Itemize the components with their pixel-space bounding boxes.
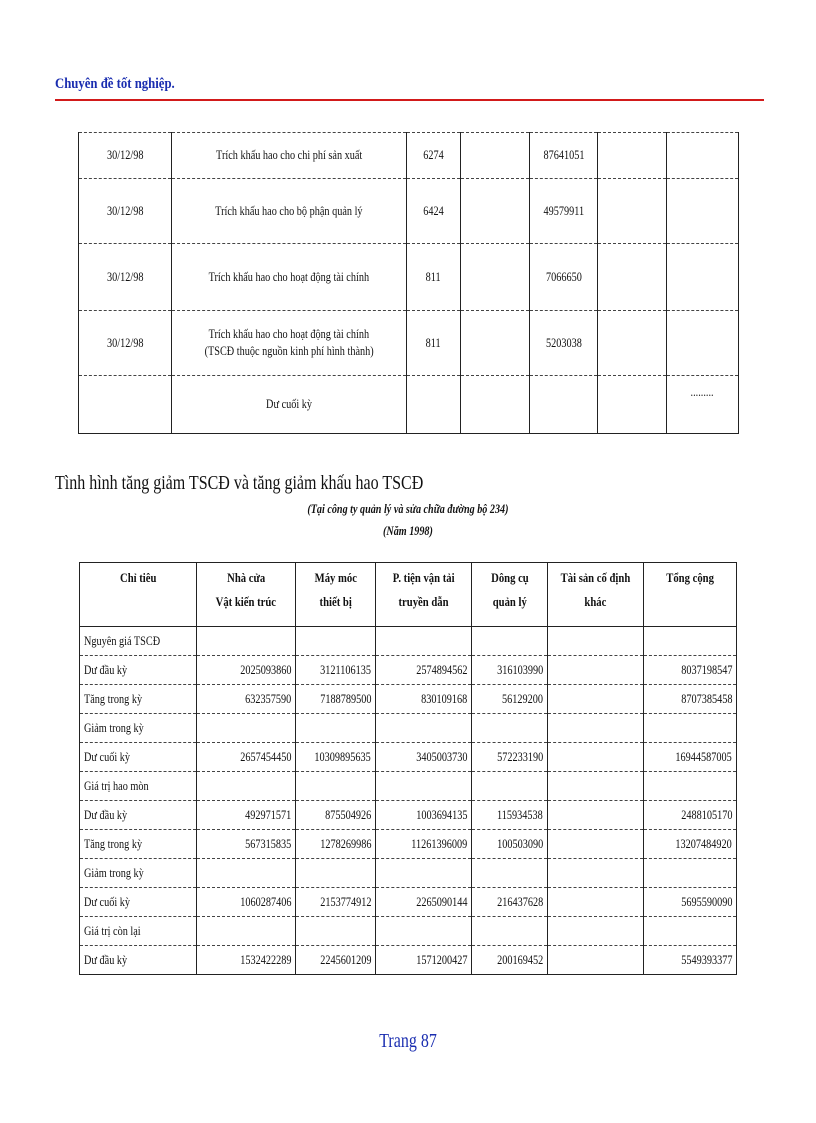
- column-header-text: Máy móc: [314, 570, 357, 585]
- column-header-text: Tổng cộng: [666, 570, 714, 585]
- value-cell: [376, 627, 472, 656]
- value-cell-text: 1532422289: [239, 952, 291, 967]
- row-label-text: Dư đầu kỳ: [84, 662, 128, 677]
- value-cell: [644, 656, 737, 685]
- column-header-text: Vật kiến trúc: [215, 594, 277, 609]
- value-cell: [296, 801, 376, 830]
- value-cell: [472, 656, 548, 685]
- date-cell: [79, 133, 172, 179]
- row-label: [80, 946, 197, 975]
- date-cell-text: 30/12/98: [106, 269, 144, 284]
- column-header: [472, 563, 548, 627]
- table-row: [80, 656, 737, 685]
- row-label-text: Giảm trong kỳ: [84, 720, 144, 735]
- value-cell-text: 567315835: [244, 836, 291, 851]
- account-cell-text: 6424: [423, 203, 444, 218]
- column-header-text: P. tiện vận tải: [392, 570, 455, 585]
- value-cell: [296, 714, 376, 743]
- value-cell: [197, 859, 296, 888]
- row-label: [80, 830, 197, 859]
- value-cell: [472, 627, 548, 656]
- value-cell: [376, 772, 472, 801]
- value-cell: [376, 656, 472, 685]
- amount-cell: [530, 133, 598, 179]
- description-cell: [172, 244, 407, 311]
- empty-cell: [461, 311, 530, 376]
- table-row: [79, 244, 739, 311]
- description-cell: [172, 376, 407, 434]
- value-cell-text: 8707385458: [680, 691, 732, 706]
- amount-cell-text: 49579911: [543, 203, 584, 218]
- value-cell: [644, 917, 737, 946]
- value-cell-text: 16944587005: [675, 749, 732, 764]
- table-row: [80, 627, 737, 656]
- value-cell: [296, 743, 376, 772]
- empty-cell: [461, 179, 530, 244]
- value-cell: [376, 743, 472, 772]
- value-cell: [296, 859, 376, 888]
- account-cell-text: 6274: [423, 148, 444, 162]
- value-cell-text: 1060287406: [239, 894, 291, 909]
- section-title: Tình hình tăng giảm TSCĐ và tăng giảm khấu hao TSCĐ: [55, 472, 424, 494]
- description-line: Trích khấu hao cho hoạt động tài chính: [208, 269, 370, 284]
- extra-cell: [667, 244, 739, 311]
- value-cell: [472, 743, 548, 772]
- value-cell: [296, 627, 376, 656]
- column-header: [296, 563, 376, 627]
- value-cell-text: 572233190: [496, 749, 543, 764]
- row-label: [80, 656, 197, 685]
- value-cell-text: 632357590: [244, 691, 291, 706]
- empty-cell: [598, 311, 667, 376]
- value-cell: [644, 685, 737, 714]
- amount-cell-text: 5203038: [545, 335, 582, 350]
- value-cell: [296, 946, 376, 975]
- value-cell: [376, 685, 472, 714]
- value-cell-text: 2657454450: [239, 749, 291, 764]
- column-header-text: Dông cụ: [490, 570, 529, 585]
- row-label: [80, 917, 197, 946]
- row-label: [80, 859, 197, 888]
- amount-cell-text: 87641051: [543, 148, 584, 162]
- account-cell: [407, 376, 461, 434]
- row-label-text: Giảm trong kỳ: [84, 865, 144, 880]
- value-cell: [376, 801, 472, 830]
- empty-cell: [461, 133, 530, 179]
- date-cell: [79, 179, 172, 244]
- description-cell: [172, 311, 407, 376]
- value-cell: [197, 830, 296, 859]
- value-cell: [376, 946, 472, 975]
- value-cell: [644, 772, 737, 801]
- account-cell-text: 811: [425, 335, 441, 350]
- table-row: [80, 859, 737, 888]
- extra-cell: [667, 179, 739, 244]
- column-header-text: khác: [584, 594, 607, 609]
- amount-cell: [530, 311, 598, 376]
- extra-cell: [667, 376, 739, 434]
- value-cell-text: 13207484920: [675, 836, 732, 851]
- column-header: [80, 563, 197, 627]
- date-cell-text: 30/12/98: [106, 203, 144, 218]
- value-cell: [644, 859, 737, 888]
- value-cell: [548, 743, 644, 772]
- value-cell: [296, 772, 376, 801]
- table-row: [80, 830, 737, 859]
- column-header: [644, 563, 737, 627]
- value-cell: [376, 888, 472, 917]
- value-cell: [644, 830, 737, 859]
- value-cell: [472, 801, 548, 830]
- value-cell: [548, 859, 644, 888]
- table-row: [80, 685, 737, 714]
- value-cell: [197, 743, 296, 772]
- column-header-text: truyền dẫn: [398, 594, 449, 609]
- value-cell-text: 830109168: [420, 691, 467, 706]
- value-cell: [548, 917, 644, 946]
- account-cell-text: 811: [425, 269, 441, 284]
- table-row: [80, 888, 737, 917]
- extra-cell: [667, 133, 739, 179]
- amount-cell: [530, 179, 598, 244]
- value-cell: [296, 656, 376, 685]
- value-cell-text: 7188789500: [319, 691, 371, 706]
- empty-cell: [461, 376, 530, 434]
- date-cell-text: 30/12/98: [106, 148, 144, 162]
- row-label: [80, 801, 197, 830]
- value-cell-text: 2245601209: [319, 952, 371, 967]
- empty-cell: [598, 179, 667, 244]
- row-label: [80, 685, 197, 714]
- value-cell: [548, 801, 644, 830]
- column-header-text: Tài sản cố định: [560, 570, 631, 585]
- value-cell: [197, 685, 296, 714]
- value-cell-text: 115934538: [497, 807, 543, 822]
- value-cell: [472, 946, 548, 975]
- value-cell-text: 2488105170: [680, 807, 732, 822]
- value-cell: [548, 830, 644, 859]
- table-row: [80, 772, 737, 801]
- value-cell-text: 5549393377: [680, 952, 732, 967]
- value-cell: [376, 830, 472, 859]
- value-cell: [472, 830, 548, 859]
- table-row: [80, 917, 737, 946]
- value-cell: [472, 888, 548, 917]
- empty-cell: [598, 376, 667, 434]
- value-cell: [197, 714, 296, 743]
- value-cell-text: 5695590090: [680, 894, 732, 909]
- value-cell: [644, 743, 737, 772]
- row-label: [80, 714, 197, 743]
- table-row: [80, 743, 737, 772]
- amount-cell: [530, 376, 598, 434]
- row-label-text: Dư đầu kỳ: [84, 952, 128, 967]
- value-cell: [644, 714, 737, 743]
- value-cell-text: 1278269986: [319, 836, 371, 851]
- value-cell: [197, 946, 296, 975]
- column-header: [548, 563, 644, 627]
- value-cell: [376, 859, 472, 888]
- description-cell: [172, 133, 407, 179]
- value-cell: [644, 627, 737, 656]
- table-row: [80, 946, 737, 975]
- value-cell: [197, 627, 296, 656]
- value-cell: [472, 685, 548, 714]
- row-label-text: Dư đầu kỳ: [84, 807, 128, 822]
- description-line: Trích khấu hao cho hoạt động tài chính: [208, 327, 370, 341]
- row-label: [80, 627, 197, 656]
- value-cell-text: 3405003730: [415, 749, 467, 764]
- value-cell: [472, 714, 548, 743]
- row-label: [80, 772, 197, 801]
- row-label-text: Dư cuối kỳ: [84, 894, 130, 909]
- value-cell-text: 316103990: [496, 662, 543, 677]
- value-cell-text: 8037198547: [680, 662, 732, 677]
- table-row: [79, 179, 739, 244]
- value-cell: [644, 801, 737, 830]
- value-cell: [548, 772, 644, 801]
- value-cell-text: 2153774912: [319, 894, 371, 909]
- section-year: (Năm 1998): [383, 523, 433, 538]
- empty-cell: [461, 244, 530, 311]
- value-cell-text: 1003694135: [415, 807, 467, 822]
- header-divider: [55, 99, 764, 101]
- date-cell: [79, 311, 172, 376]
- asset-summary-table: [79, 562, 737, 975]
- column-header-text: thiết bị: [319, 594, 352, 609]
- row-label: [80, 888, 197, 917]
- row-label-text: Giá trị còn lại: [84, 923, 141, 938]
- value-cell: [472, 772, 548, 801]
- extra-cell-text: .........: [690, 385, 715, 399]
- value-cell: [197, 917, 296, 946]
- value-cell-text: 492971571: [244, 807, 291, 822]
- column-header-text: quản lý: [492, 594, 527, 609]
- value-cell-text: 875504926: [324, 807, 371, 822]
- account-cell: [407, 244, 461, 311]
- value-cell: [548, 946, 644, 975]
- amount-cell-text: 7066650: [545, 269, 582, 284]
- account-cell: [407, 311, 461, 376]
- value-cell: [376, 917, 472, 946]
- value-cell-text: 2025093860: [239, 662, 291, 677]
- row-label-text: Dư cuối kỳ: [84, 749, 130, 764]
- empty-cell: [598, 133, 667, 179]
- value-cell-text: 200169452: [496, 952, 543, 967]
- value-cell: [197, 656, 296, 685]
- document-title: Chuyên đề tốt nghiệp.: [55, 76, 175, 92]
- table-row: [80, 801, 737, 830]
- value-cell-text: 1571200427: [415, 952, 467, 967]
- column-header-text: Nhà cửa: [226, 570, 266, 585]
- value-cell: [548, 714, 644, 743]
- row-label-text: Giá trị hao mòn: [84, 778, 149, 793]
- page-number: Trang 87: [379, 1030, 437, 1052]
- value-cell-text: 100503090: [496, 836, 543, 851]
- date-cell: [79, 376, 172, 434]
- description-line: Trích khấu hao cho chi phí sản xuất: [215, 148, 363, 162]
- value-cell: [296, 888, 376, 917]
- row-label-text: Nguyên giá TSCĐ: [84, 633, 161, 648]
- account-cell: [407, 179, 461, 244]
- column-header: [197, 563, 296, 627]
- description-line: Dư cuối kỳ: [266, 397, 312, 411]
- description-line: Trích khấu hao cho bộ phận quản lý: [215, 203, 363, 218]
- value-cell: [548, 685, 644, 714]
- value-cell: [644, 888, 737, 917]
- value-cell: [296, 917, 376, 946]
- value-cell: [548, 888, 644, 917]
- table-row: [79, 376, 739, 434]
- date-cell-text: 30/12/98: [106, 335, 144, 350]
- value-cell: [472, 917, 548, 946]
- row-label-text: Tăng trong kỳ: [84, 836, 143, 851]
- value-cell: [376, 714, 472, 743]
- description-line: (TSCĐ thuộc nguồn kinh phí hình thành): [204, 344, 374, 358]
- value-cell: [644, 946, 737, 975]
- value-cell: [296, 685, 376, 714]
- value-cell-text: 10309895635: [314, 749, 371, 764]
- value-cell-text: 2574894562: [415, 662, 467, 677]
- row-label: [80, 743, 197, 772]
- table-row: [79, 133, 739, 179]
- date-cell: [79, 244, 172, 311]
- value-cell: [197, 888, 296, 917]
- value-cell-text: 216437628: [496, 894, 543, 909]
- value-cell-text: 56129200: [502, 691, 543, 706]
- table-row: [80, 714, 737, 743]
- value-cell-text: 2265090144: [415, 894, 467, 909]
- section-subtitle: (Tại công ty quản lý và sửa chữa đường bộ 234): [307, 501, 509, 516]
- value-cell-text: 3121106135: [320, 662, 371, 677]
- row-label-text: Tăng trong kỳ: [84, 691, 143, 706]
- depreciation-table: [78, 132, 739, 434]
- empty-cell: [598, 244, 667, 311]
- description-cell: [172, 179, 407, 244]
- value-cell: [548, 627, 644, 656]
- value-cell: [472, 859, 548, 888]
- value-cell: [548, 656, 644, 685]
- account-cell: [407, 133, 461, 179]
- amount-cell: [530, 244, 598, 311]
- column-header-text: Chỉ tiêu: [119, 570, 157, 585]
- table-row: [79, 311, 739, 376]
- value-cell: [197, 772, 296, 801]
- value-cell: [197, 801, 296, 830]
- value-cell: [296, 830, 376, 859]
- extra-cell: [667, 311, 739, 376]
- value-cell-text: 11261396009: [410, 836, 467, 851]
- column-header: [376, 563, 472, 627]
